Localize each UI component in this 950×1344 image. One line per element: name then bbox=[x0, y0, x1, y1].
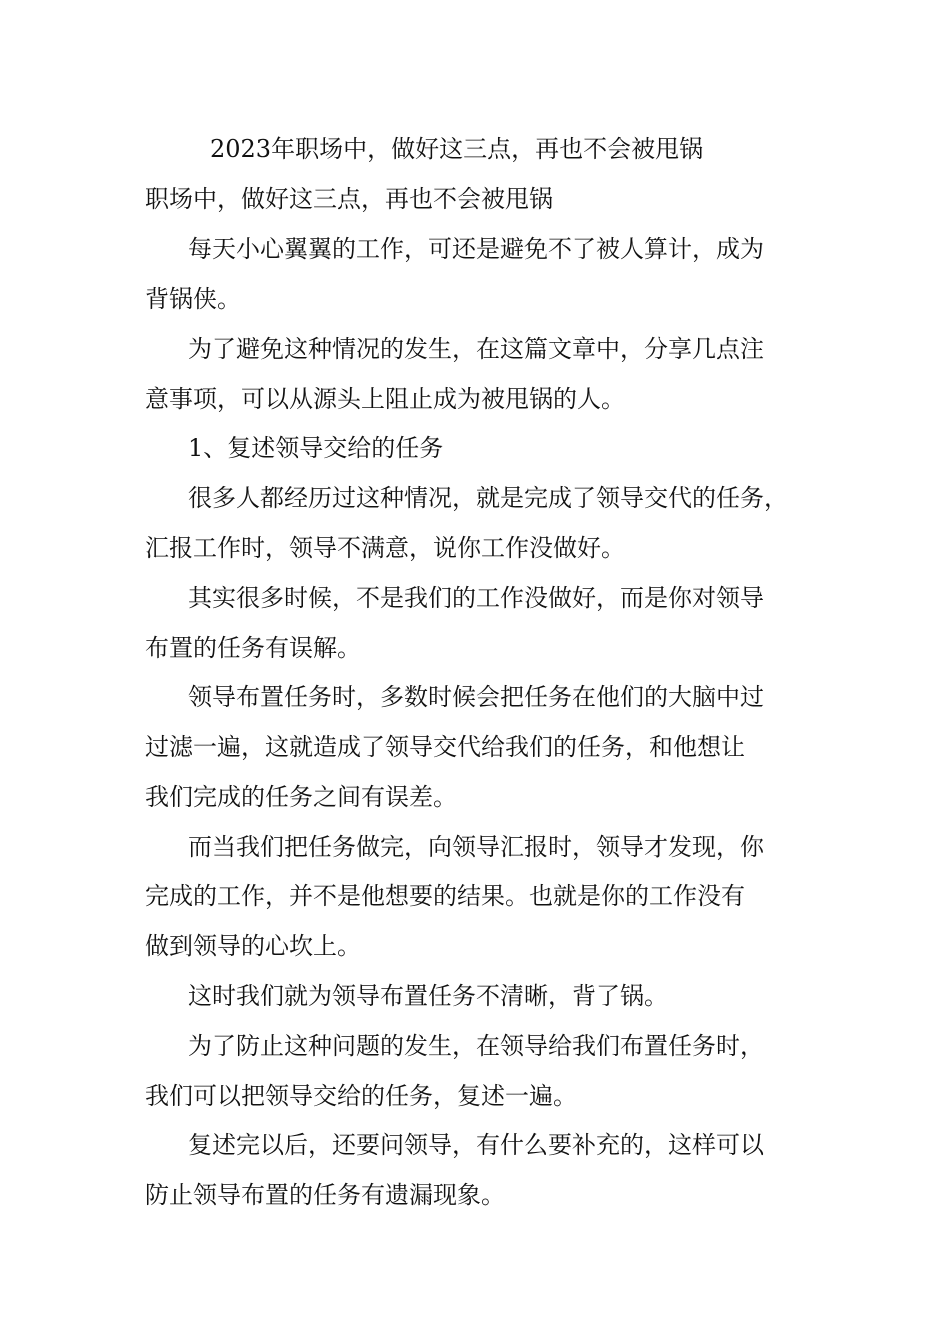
paragraph-line: 完成的工作，并不是他想要的结果。也就是你的工作没有 bbox=[145, 882, 745, 910]
document-title: 2023年职场中，做好这三点，再也不会被甩锅 bbox=[210, 135, 704, 163]
paragraph-line: 领导布置任务时，多数时候会把任务在他们的大脑中过 bbox=[188, 683, 764, 711]
paragraph-line: 意事项，可以从源头上阻止成为被甩锅的人。 bbox=[145, 385, 625, 413]
paragraph-line: 我们完成的任务之间有误差。 bbox=[145, 783, 457, 811]
paragraph-line: 其实很多时候，不是我们的工作没做好，而是你对领导 bbox=[188, 584, 764, 612]
paragraph-line: 做到领导的心坎上。 bbox=[145, 932, 361, 960]
paragraph-line: 我们可以把领导交给的任务，复述一遍。 bbox=[145, 1082, 577, 1110]
paragraph-line: 背锅侠。 bbox=[145, 285, 241, 313]
paragraph-line: 汇报工作时，领导不满意，说你工作没做好。 bbox=[145, 534, 625, 562]
paragraph-line: 防止领导布置的任务有遗漏现象。 bbox=[145, 1181, 505, 1209]
paragraph-line: 为了避免这种情况的发生，在这篇文章中，分享几点注 bbox=[188, 335, 764, 363]
paragraph-line: 复述完以后，还要问领导，有什么要补充的，这样可以 bbox=[188, 1131, 764, 1159]
paragraph-line: 为了防止这种问题的发生，在领导给我们布置任务时， bbox=[188, 1032, 764, 1060]
paragraph-line: 很多人都经历过这种情况，就是完成了领导交代的任务， bbox=[188, 484, 788, 512]
paragraph-line: 这时我们就为领导布置任务不清晰，背了锅。 bbox=[188, 982, 668, 1010]
subtitle-line: 职场中，做好这三点，再也不会被甩锅 bbox=[145, 185, 553, 213]
paragraph-line: 布置的任务有误解。 bbox=[145, 634, 361, 662]
paragraph-line: 每天小心翼翼的工作，可还是避免不了被人算计，成为 bbox=[188, 235, 764, 263]
section-heading: 1、复述领导交给的任务 bbox=[188, 434, 444, 462]
paragraph-line: 而当我们把任务做完，向领导汇报时，领导才发现，你 bbox=[188, 833, 764, 861]
paragraph-line: 过滤一遍，这就造成了领导交代给我们的任务，和他想让 bbox=[145, 733, 745, 761]
